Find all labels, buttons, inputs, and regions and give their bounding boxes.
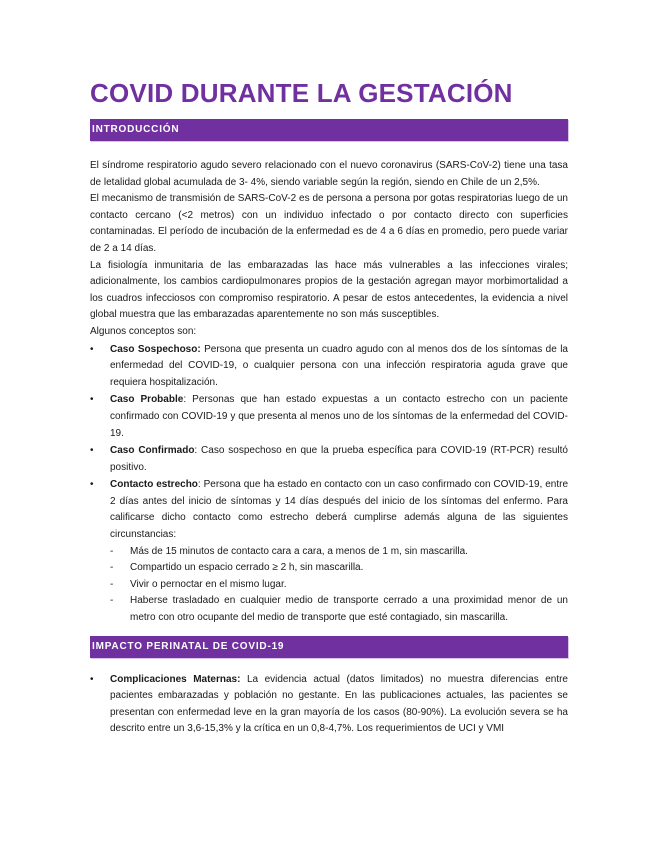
document-title: COVID DURANTE LA GESTACIÓN [90, 78, 513, 108]
circumstance-text: Vivir o pernoctar en el mismo lugar. [130, 578, 287, 590]
concept-definition: Persona que presenta un cuadro agudo con al menos dos de los síntomas de la enfermedad del COVID-19, o cualquier persona con una infección respiratoria aguda grave que requiera hospitalización. [110, 343, 568, 388]
intro-paragraph: Algunos conceptos son: [90, 325, 197, 337]
concept-term: Caso Confirmado [110, 445, 195, 457]
intro-section-body [90, 158, 568, 627]
bullet-icon: • [90, 445, 94, 457]
concept-definition: La evidencia actual (datos limitados) no muestra diferencias entre pacientes embarazadas y población no gestante. En las publicaciones actuales, las pacientes se presentan con enfermedad leve en la gran mayoría de los casos (80-90%). La evolución severa se ha descrito entre un 3,6-15,3% y la crítica en un 0,8-4,7%. Los requerimientos de UCI y VMI [110, 673, 568, 735]
list-item-caso-sospechoso [90, 342, 568, 392]
section-heading-introduccion: INTRODUCCIÓN [90, 119, 568, 141]
intro-paragraph: El síndrome respiratorio agudo severo relacionado con el nuevo coronavirus (SARS-CoV-2) tiene una tasa de letalidad global acumulada de 3- 4%, siendo variable según la región, siendo en Chile de un 2,5%. [90, 160, 568, 188]
section-heading-impacto-perinatal: IMPACTO PERINATAL DE COVID-19 [90, 636, 568, 658]
concept-definition: : Personas que han estado expuestas a un contacto estrecho con un paciente confirmado con COVID-19 y que presenta al menos uno de los síntomas de la enfermedad del COVID-19. [110, 394, 568, 439]
document-page [90, 76, 568, 738]
concept-term: Complicaciones Maternas: [110, 673, 241, 685]
bullet-icon: • [90, 394, 94, 406]
intro-paragraph: El mecanismo de transmisión de SARS-CoV-2 es de persona a persona por gotas respiratorias luego de un contacto cercano (<2 metros) con un individuo infectado o por contacto directo con superficies contaminadas. El período de incubación de la enfermedad es de 4 a 6 días en promedio, pero puede variar de 2 a 14 días. [90, 193, 568, 254]
dash-icon: - [110, 578, 114, 590]
list-item [110, 544, 568, 561]
dash-icon: - [110, 545, 114, 557]
impact-section-body [90, 672, 568, 738]
intro-paragraph: La fisiología inmunitaria de las embarazadas las hace más vulnerables a las infecciones virales; adicionalmente, los cambios cardiopulmonares propios de la gestación agregan mayor morbimortalidad a los cuadros infecciosos con compromiso respiratorio. A pesar de estos antecedentes, la evidencia a nivel global muestra que las embarazadas aparentemente no son más susceptibles. [90, 259, 568, 321]
concept-term: Contacto estrecho [110, 479, 198, 491]
list-item-caso-confirmado [90, 443, 568, 476]
list-item-contacto-estrecho [90, 477, 568, 626]
list-item [110, 560, 568, 577]
dash-icon: - [110, 562, 114, 574]
concept-term: Caso Sospechoso: [110, 343, 201, 355]
bullet-icon: • [90, 479, 94, 491]
list-item [110, 577, 568, 594]
circumstance-text: Compartido un espacio cerrado ≥ 2 h, sin mascarilla. [130, 562, 364, 574]
dash-icon: - [110, 595, 114, 607]
bullet-icon: • [90, 343, 94, 355]
list-item-complicaciones-maternas [90, 672, 568, 738]
circumstance-text: Haberse trasladado en cualquier medio de transporte cerrado a una proximidad menor de un metro con otro ocupante del medio de transporte que esté contagiado, sin mascarilla. [130, 595, 568, 624]
concepts-list [90, 342, 568, 627]
list-item-caso-probable [90, 392, 568, 442]
concept-definition: : Persona que ha estado en contacto con un caso confirmado con COVID-19, entre 2 días antes del inicio de síntomas y 14 días después del inicio de los síntomas del enfermo. Para calificarse dicho contacto como estrecho deberá cumplirse además alguna de las siguientes circunstancias: [110, 479, 568, 541]
circumstance-text: Más de 15 minutos de contacto cara a cara, a menos de 1 m, sin mascarilla. [130, 545, 468, 557]
bullet-icon: • [90, 673, 94, 685]
concept-term: Caso Probable [110, 394, 184, 406]
concept-definition: : Caso sospechoso en que la prueba específica para COVID-19 (RT-PCR) resultó positivo. [110, 445, 568, 473]
circumstances-list [110, 544, 568, 627]
impact-list [90, 672, 568, 738]
list-item [110, 593, 568, 626]
